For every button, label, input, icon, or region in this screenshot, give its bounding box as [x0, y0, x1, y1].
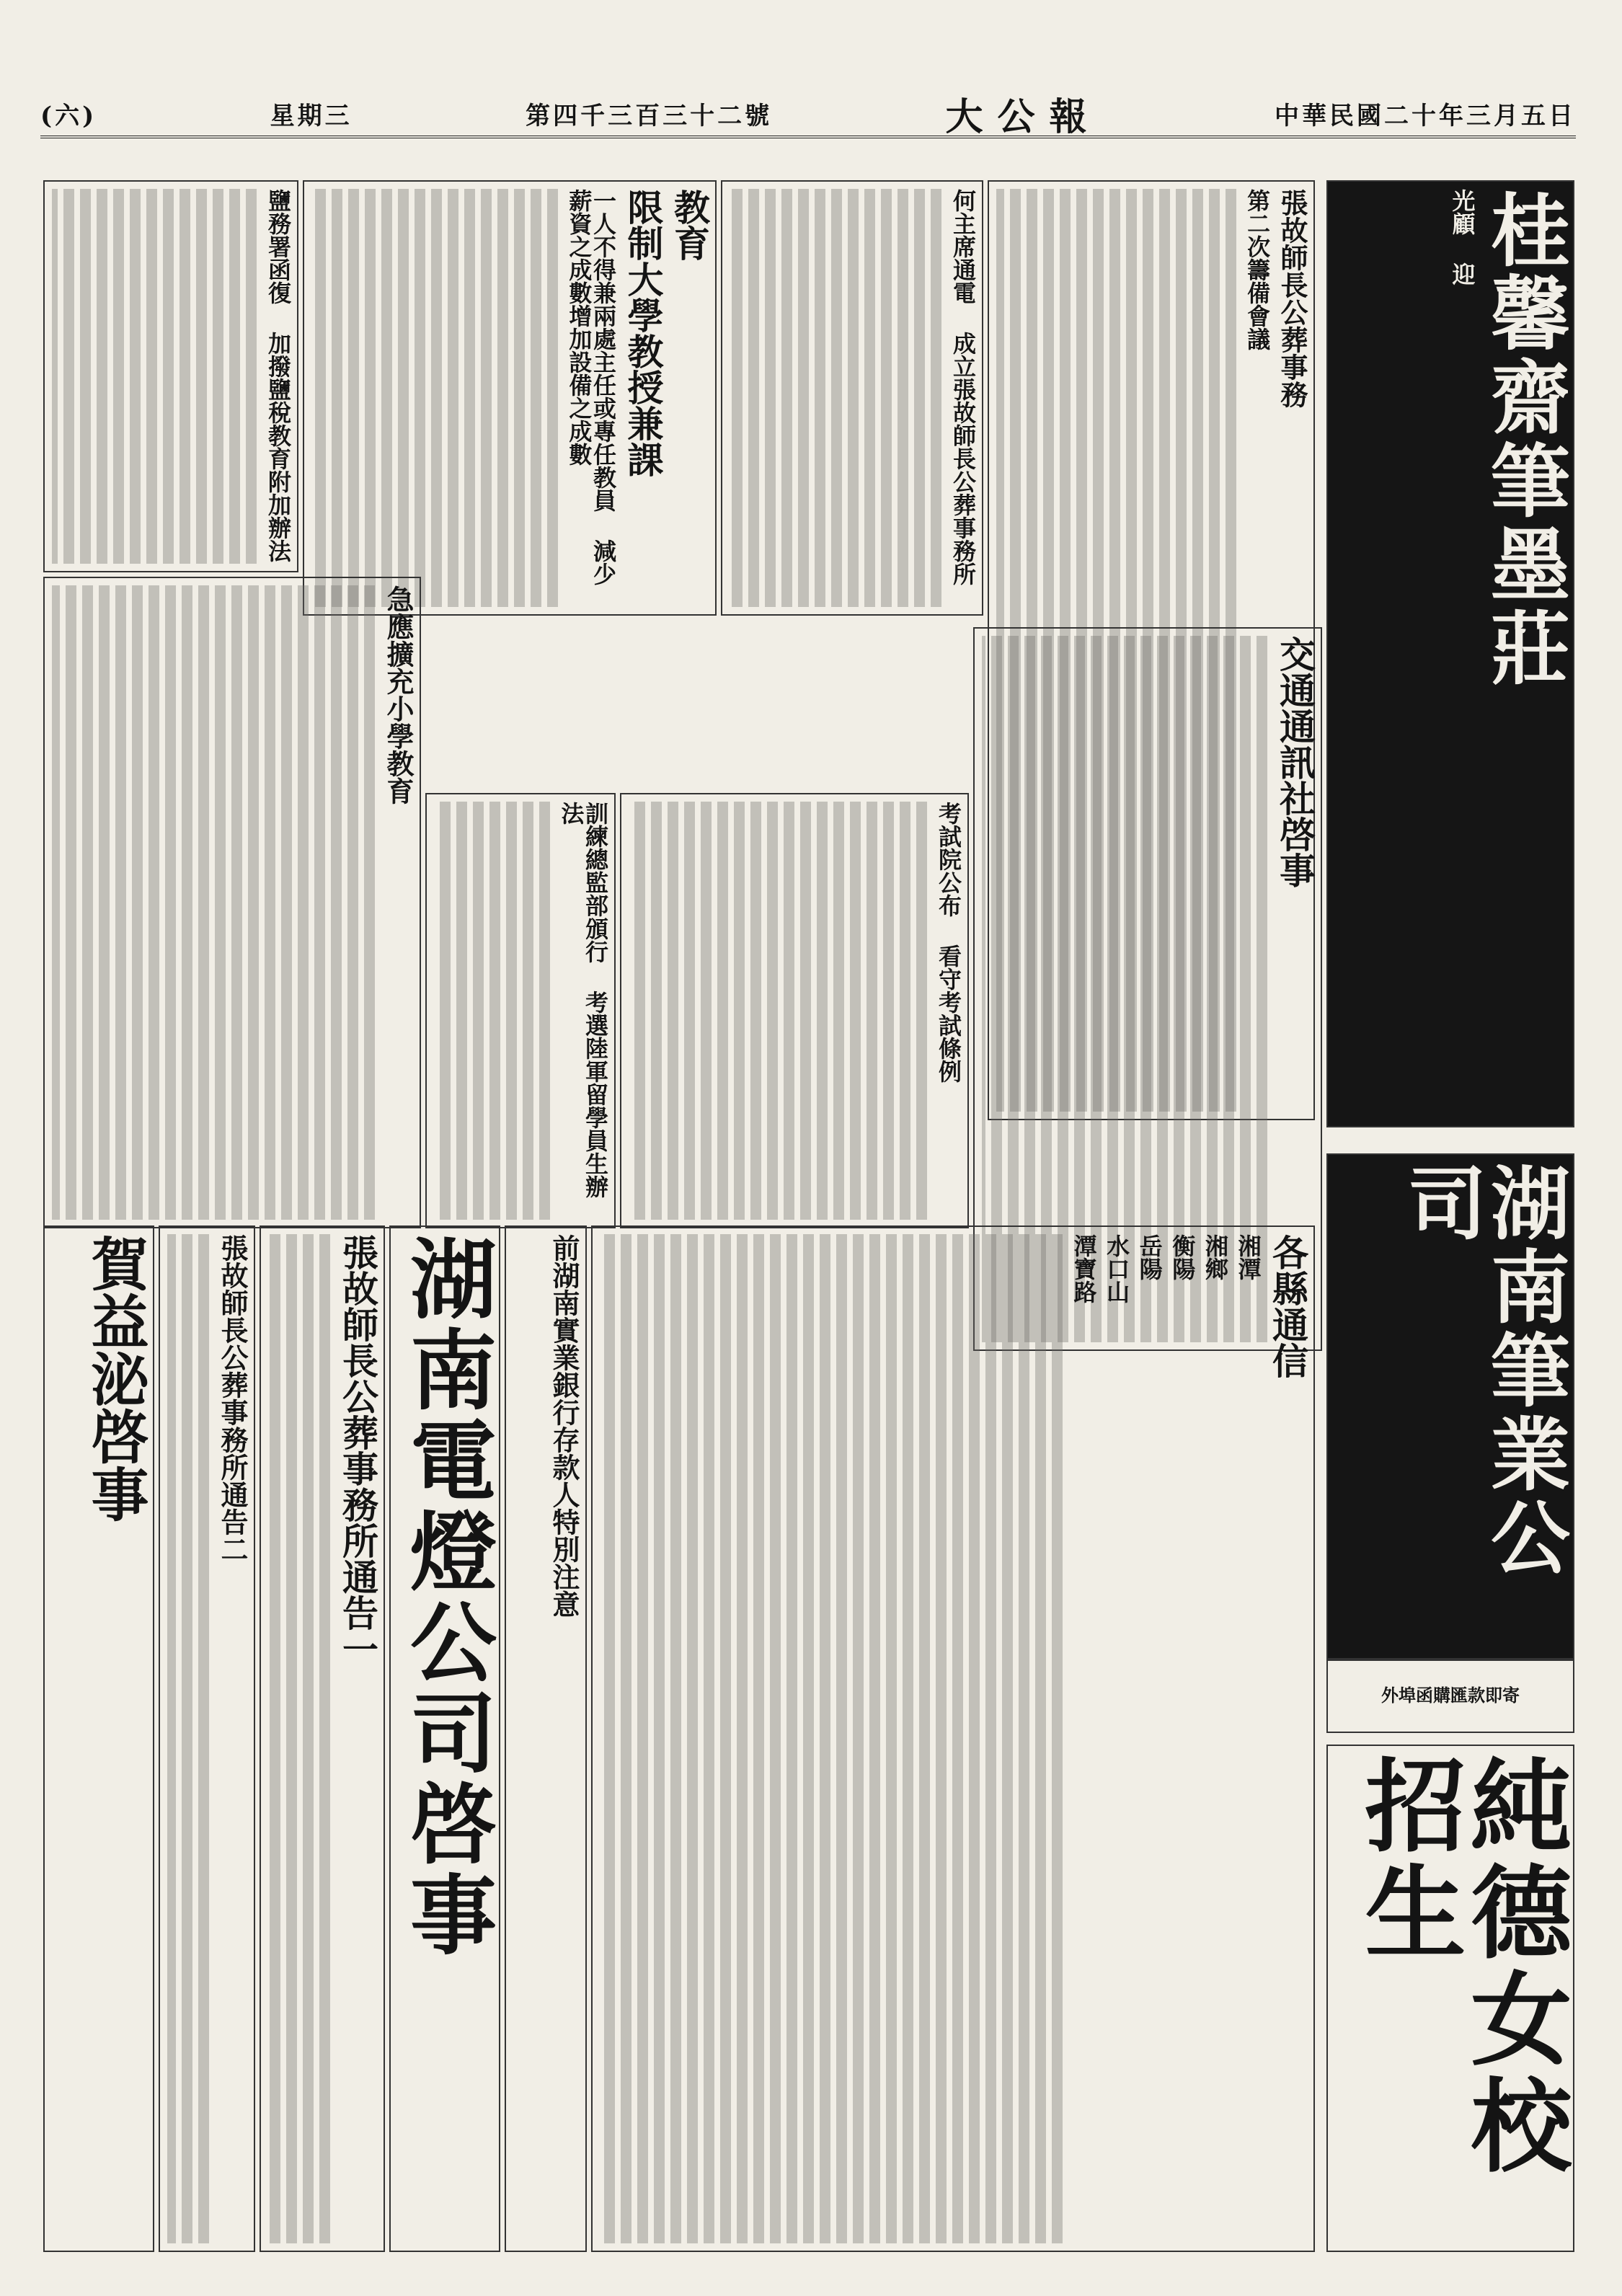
headline-telegram: 何主席通電 成立張故師長公葬事務所: [949, 189, 977, 585]
subhead-funeral-office: 第二次籌備會議: [1244, 189, 1272, 350]
congrats-title: 賀益泌啓事: [81, 1234, 149, 1522]
ad-calligraphy-name: 桂馨齋筆墨莊: [1478, 189, 1571, 691]
ad-power-title: 湖南電燈公司啓事: [396, 1234, 497, 1961]
exam-rules: [620, 793, 969, 1228]
ad-calligraphy: [1326, 180, 1574, 1127]
elementary-education: [43, 577, 421, 1228]
funeral-notice-1: [260, 1225, 385, 2252]
place-tanbao: 潭寶路: [1070, 1234, 1098, 1303]
date: 中華民國二十年三月五日: [1275, 101, 1576, 130]
news-zhou: [721, 180, 983, 616]
article-body: [167, 1234, 209, 2243]
article-body: [730, 189, 941, 607]
ad-bank-title: 前湖南實業銀行存款人特別注意: [548, 1234, 580, 1618]
funeral-notice-1-title: 張故師長公葬事務所通告一: [337, 1234, 379, 1667]
section-title-education: 教育: [668, 189, 711, 261]
ad-calligraphy-tagline: 光顧 迎: [1448, 189, 1476, 285]
ad-school-name: 純德女校招生: [1348, 1753, 1572, 2180]
funeral-notice-2: [159, 1225, 255, 2252]
ad-power: [389, 1225, 500, 2252]
congrats-notice: [43, 1225, 154, 2252]
issue-number: 第四千三百三十二號: [526, 101, 773, 130]
article-body: [52, 585, 375, 1220]
funeral-notice-2-title: 張故師長公葬事務所通告二: [216, 1234, 249, 1563]
article-body: [629, 802, 927, 1220]
place-shuikoushan: 水口山: [1103, 1234, 1131, 1303]
education-section: [303, 180, 717, 616]
section-local-news: 各縣通信: [1267, 1234, 1309, 1378]
ad-school: [1326, 1745, 1574, 2252]
page-number: (六): [40, 101, 97, 130]
headline-elementary: 急應擴充小學教育: [382, 585, 415, 805]
ad-stationery-tag-box: [1326, 1658, 1574, 1733]
ad-bank: [505, 1225, 587, 2252]
headline-training-exam: 訓練總監部頒行 考選陸軍留學員生辦法: [557, 802, 609, 1198]
ad-stationery-tagline: 外埠函購匯款即寄: [1381, 1685, 1520, 1706]
headline-exam-rules: 考試院公布 看守考試條例: [935, 802, 962, 1083]
headline-news-agency: 交通通訊社啓事: [1274, 636, 1316, 888]
article-body: [434, 802, 550, 1220]
place-xiangxiang: 湘鄉: [1201, 1234, 1229, 1280]
weekday: 星期三: [270, 101, 353, 130]
subhead-university: 一人不得兼兩處主任或專任教員 減少薪資之成數增加設備之成數: [565, 189, 617, 585]
article-body: [268, 1234, 330, 2243]
masthead: [40, 91, 1576, 138]
local-news: [591, 1225, 1315, 2252]
place-yueyang: 岳陽: [1135, 1234, 1164, 1280]
headline-funeral-office: 張故師長公葬事務: [1276, 189, 1308, 408]
headline-salt-tax: 鹽務署函復 加撥鹽稅教育附加辦法: [265, 189, 292, 562]
headline-university: 限制大學教授兼課: [621, 189, 665, 477]
article-body: [311, 189, 558, 607]
ad-stationery-name: 湖南筆業公司: [1394, 1162, 1571, 1580]
training-exam: [425, 793, 616, 1228]
place-xiangtan: 湘潭: [1234, 1234, 1262, 1280]
place-hengyang: 衡陽: [1169, 1234, 1197, 1280]
paper-name: 大公報: [945, 94, 1102, 139]
ad-stationery: [1326, 1153, 1574, 1661]
salt-tax: [43, 180, 298, 572]
article-body: [600, 1234, 1063, 2243]
article-body: [52, 189, 257, 564]
